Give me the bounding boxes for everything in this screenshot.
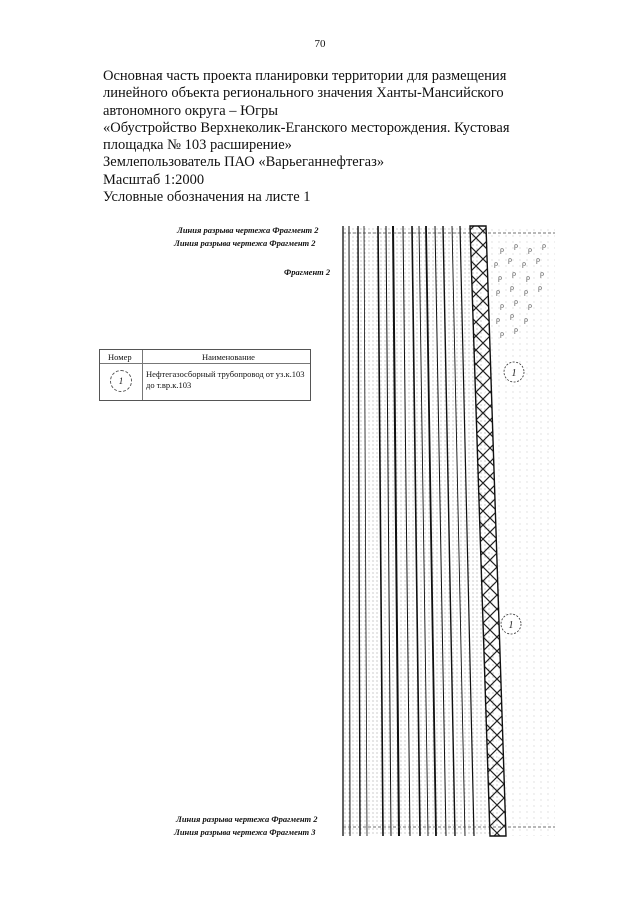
svg-text:ρ: ρ [500, 301, 504, 310]
svg-text:ρ: ρ [510, 311, 514, 320]
legend-description-line: Нефтегазосборный трубопровод от уз.к.103 [146, 369, 305, 379]
svg-text:ρ: ρ [496, 315, 500, 324]
svg-text:ρ: ρ [538, 283, 542, 292]
svg-text:ρ: ρ [524, 315, 528, 324]
header-line: Масштаб 1:2000 [103, 171, 205, 188]
svg-text:ρ: ρ [514, 297, 518, 306]
svg-text:ρ: ρ [494, 259, 498, 268]
header-line: площадка № 103 расширение» [103, 137, 292, 154]
header-line: Основная часть проекта планировки территории для размещения [103, 68, 507, 84]
legend-description [146, 369, 308, 391]
header-line: автономного округа – Югры [103, 102, 279, 119]
marker-label: 1 [511, 368, 517, 379]
legend-divider [142, 350, 143, 400]
svg-text:ρ: ρ [496, 287, 500, 296]
header-line: линейного объекта регионального значения Ханты-Мансийского [103, 85, 504, 102]
break-line-label-top-1: Линия разрыва чертежа Фрагмент 2 [177, 225, 319, 235]
svg-text:ρ: ρ [498, 273, 502, 282]
header-line: «Обустройство Верхнеколик-Еганского месторождения. Кустовая [103, 119, 510, 136]
break-line-label-top-2: Линия разрыва чертежа Фрагмент 2 [174, 238, 316, 248]
header-line: Землепользователь ПАО «Варьеганнефтегаз» [103, 154, 385, 171]
svg-text:ρ: ρ [522, 259, 526, 268]
svg-text:ρ: ρ [514, 241, 518, 250]
header-line: Условные обозначения на листе 1 [103, 189, 311, 206]
legend-col-name: Наименование [202, 352, 255, 362]
legend-description-line: до т.вр.к.103 [146, 380, 192, 390]
legend-table [99, 349, 311, 401]
marker-label: 1 [508, 620, 514, 631]
break-line-label-bottom-1: Линия разрыва чертежа Фрагмент 2 [176, 814, 318, 824]
svg-text:ρ: ρ [514, 325, 518, 334]
legend-symbol: 1 [110, 370, 132, 392]
break-line-label-bottom-2: Линия разрыва чертежа Фрагмент 3 [174, 827, 316, 837]
svg-text:ρ: ρ [500, 245, 504, 254]
page-number: 70 [314, 38, 326, 50]
svg-text:ρ: ρ [528, 245, 532, 254]
svg-text:ρ: ρ [542, 241, 546, 250]
legend-header [100, 350, 310, 364]
svg-text:ρ: ρ [528, 301, 532, 310]
svg-text:ρ: ρ [510, 283, 514, 292]
svg-text:ρ: ρ [540, 269, 544, 278]
svg-text:ρ: ρ [536, 255, 540, 264]
svg-text:ρ: ρ [500, 329, 504, 338]
svg-text:ρ: ρ [512, 269, 516, 278]
svg-text:ρ: ρ [526, 273, 530, 282]
svg-text:ρ: ρ [508, 255, 512, 264]
legend-col-number: Номер [108, 352, 132, 362]
svg-text:ρ: ρ [524, 287, 528, 296]
fragment-label: Фрагмент 2 [284, 267, 331, 277]
